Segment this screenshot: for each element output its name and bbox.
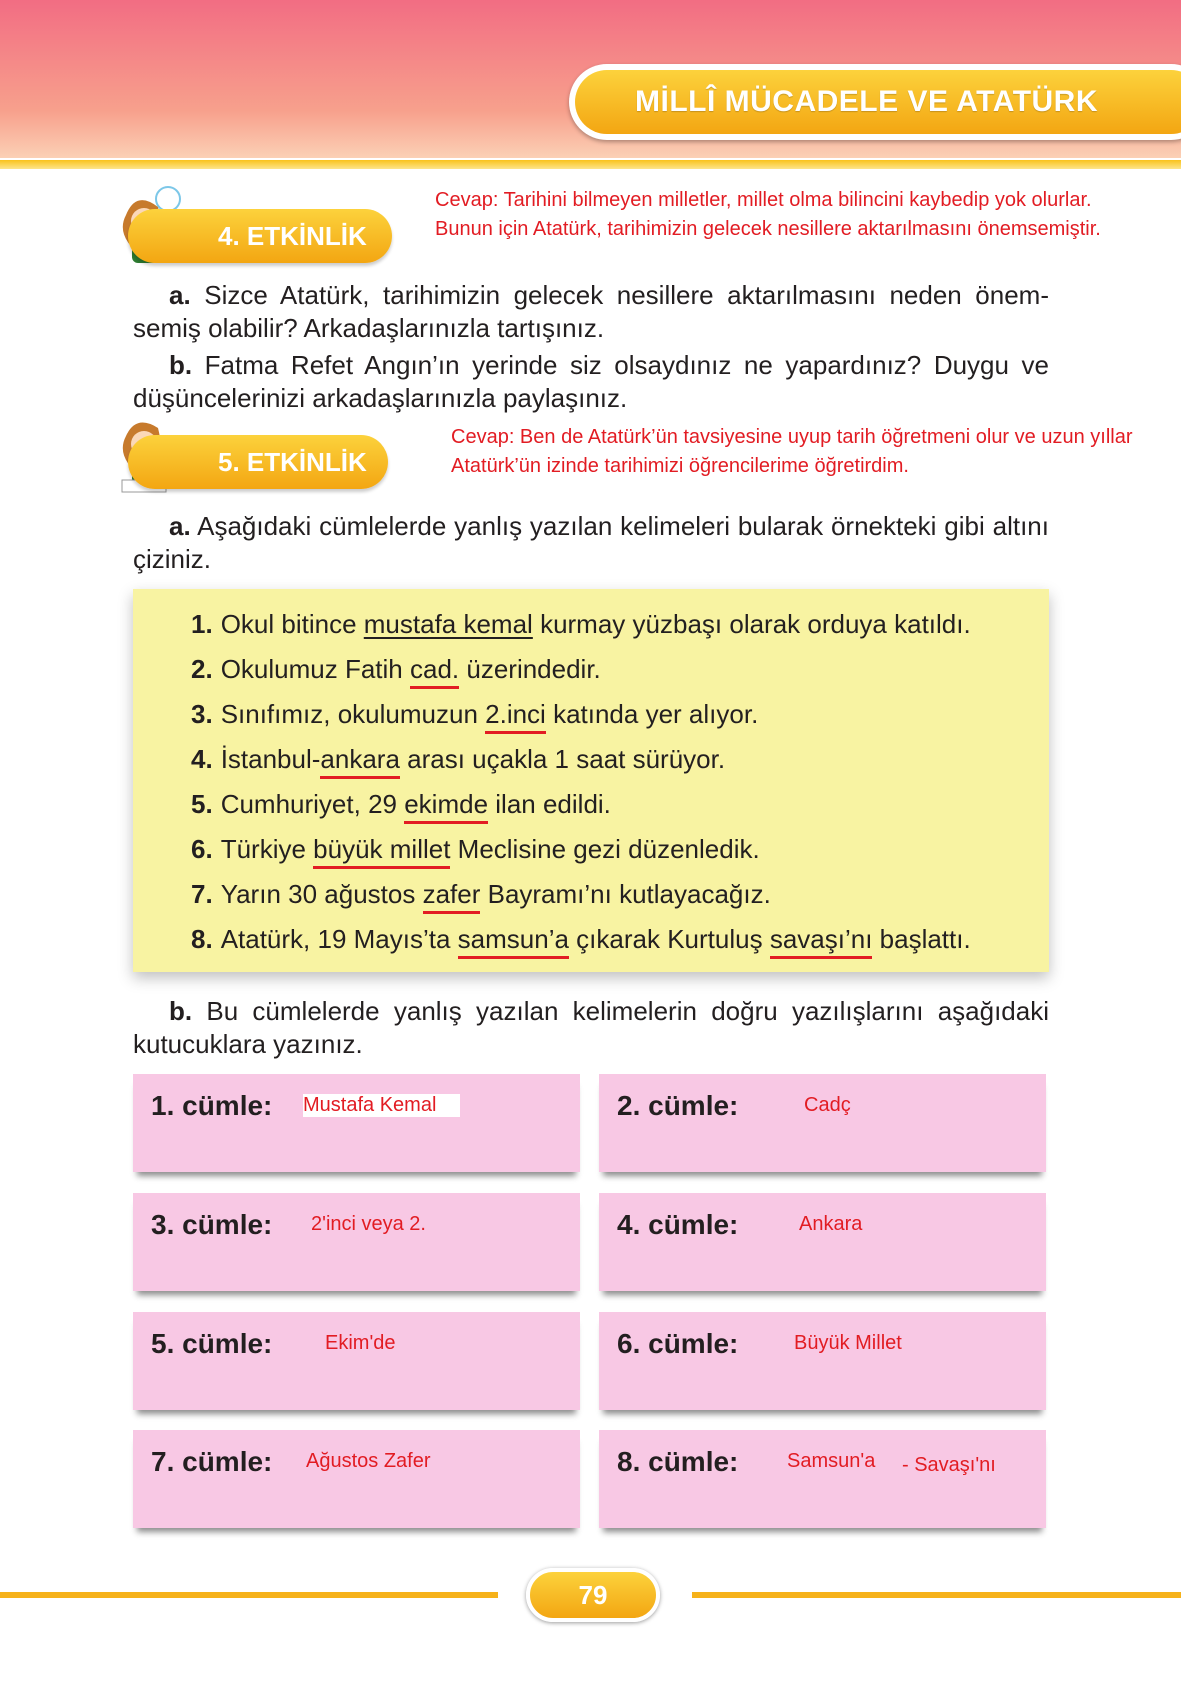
sentence-item	[191, 654, 601, 685]
unit-title: MİLLÎ MÜCADELE VE ATATÜRK	[575, 70, 1181, 134]
underlined-word: 2.inci	[485, 699, 546, 734]
question-b-text: Bu cümlelerde yanlış yazılan kelimelerin doğru yazılışlarını aşağıdaki kutucuklara yazınız.	[133, 996, 1049, 1059]
answer-box-6[interactable]	[599, 1312, 1046, 1410]
page-number: 79	[526, 1568, 660, 1622]
underlined-word: ekimde	[404, 789, 488, 824]
sentence-item	[191, 834, 760, 865]
sentence-text: katında yer alıyor.	[545, 699, 759, 729]
answer-text: Mustafa Kemal	[303, 1094, 460, 1117]
activity-5-question-b	[133, 995, 1049, 1061]
sentence-number: 7.	[191, 879, 213, 909]
sentence-text: Cumhuriyet, 29	[220, 789, 405, 819]
underlined-word: savaşı’nı	[770, 924, 873, 959]
question-a-text: Sizce Atatürk, tarihimizin gelecek nesillere aktarılmasını neden önem-semiş olabilir? Arkadaşlarınızla tartışınız.	[133, 280, 1049, 343]
question-b-text: Fatma Refet Angın’ın yerinde siz olsaydınız ne yapardınız? Duygu ve düşüncelerinizi arkadaşlarınızla paylaşınız.	[133, 350, 1049, 413]
answer-text: Cadç	[804, 1094, 851, 1116]
activity-5-badge: 5. ETKİNLİK	[128, 435, 388, 489]
label-a: a.	[169, 511, 191, 541]
answer-box-4[interactable]	[599, 1193, 1046, 1291]
underlined-word: ankara	[320, 744, 400, 779]
sentence-text: Okulumuz Fatih	[220, 654, 410, 684]
answer-box-label: 8. cümle:	[617, 1446, 739, 1477]
answer-box-label: 7. cümle:	[151, 1446, 273, 1477]
activity-5-question-a	[133, 510, 1049, 576]
sentence-text: başlattı.	[872, 924, 971, 954]
footer-line-right	[692, 1592, 1181, 1598]
question-a-text: Aşağıdaki cümlelerde yanlış yazılan kelimeleri bularak örnekteki gibi altını çiziniz.	[133, 511, 1049, 574]
activity-4-badge: 4. ETKİNLİK	[128, 209, 392, 263]
sentence-text: Yarın 30 ağustos	[220, 879, 423, 909]
label-a: a.	[169, 280, 191, 310]
answer-box-2[interactable]	[599, 1074, 1046, 1172]
sentence-item	[191, 789, 611, 820]
unit-title-badge	[569, 64, 1181, 140]
underlined-word: cad.	[410, 654, 459, 689]
sentence-item	[191, 924, 971, 955]
underlined-word: mustafa kemal	[363, 609, 533, 639]
answer-text: 2'inci veya 2.	[311, 1213, 426, 1235]
sentence-text: çıkarak Kurtuluş	[568, 924, 770, 954]
activity-4-answer: Cevap: Tarihini bilmeyen milletler, millet olma bilincini kaybedip yok olurlar. Bunun için Atatürk, tarihimizin gelecek nesillere aktarılmasını önemsemiştir.	[435, 189, 1101, 240]
sentence-text: Meclisine gezi düzenledik.	[450, 834, 760, 864]
underlined-word: büyük millet	[313, 834, 450, 869]
sentence-text: Türkiye	[220, 834, 314, 864]
sentence-number: 1.	[191, 609, 213, 639]
answer-text: Samsun'a	[787, 1450, 876, 1472]
sentence-text: ilan edildi.	[488, 789, 611, 819]
underlined-word: zafer	[423, 879, 481, 914]
sentence-text: Atatürk, 19 Mayıs’ta	[220, 924, 458, 954]
activity-4-question-b	[133, 349, 1049, 415]
answer-box-label: 5. cümle:	[151, 1328, 273, 1359]
answer-text: Büyük Millet	[794, 1332, 902, 1354]
sentence-text: üzerindedir.	[459, 654, 601, 684]
sentence-number: 2.	[191, 654, 213, 684]
sentence-number: 3.	[191, 699, 213, 729]
answer-text: Ağustos Zafer	[306, 1450, 431, 1472]
answer-box-1[interactable]	[133, 1074, 580, 1172]
sentence-number: 4.	[191, 744, 213, 774]
underlined-word: samsun’a	[458, 924, 569, 959]
answer-box-7[interactable]	[133, 1430, 580, 1528]
sentence-text: Sınıfımız, okulumuzun	[220, 699, 486, 729]
sentence-number: 6.	[191, 834, 213, 864]
footer-line-left	[0, 1592, 498, 1598]
sentence-item	[191, 609, 971, 640]
answer-box-label: 6. cümle:	[617, 1328, 739, 1359]
sentence-item	[191, 744, 725, 775]
sentence-item	[191, 879, 771, 910]
sentence-item	[191, 699, 758, 730]
sentence-text: İstanbul-	[220, 744, 321, 774]
answer-box-8[interactable]	[599, 1430, 1046, 1528]
answer-text: Ankara	[799, 1213, 863, 1235]
answer-box-3[interactable]	[133, 1193, 580, 1291]
label-b: b.	[169, 996, 193, 1026]
sentence-text: Bayramı’nı kutlayacağız.	[480, 879, 771, 909]
activity-4-question-a	[133, 279, 1049, 345]
sentence-text: kurmay yüzbaşı olarak orduya katıldı.	[532, 609, 971, 639]
activity-5-answer: Cevap: Ben de Atatürk’ün tavsiyesine uyup tarih öğretmeni olur ve uzun yıllar Atatürk’ün izinde tarihimizi öğrencilerime öğretirdim.	[451, 426, 1133, 477]
answer-text: Ekim'de	[325, 1332, 396, 1354]
header-divider	[0, 160, 1181, 169]
sentence-number: 8.	[191, 924, 213, 954]
sentence-text: Okul bitince	[220, 609, 364, 639]
answer-box-label: 4. cümle:	[617, 1209, 739, 1240]
label-b: b.	[169, 350, 193, 380]
sentence-number: 5.	[191, 789, 213, 819]
answer-box-label: 3. cümle:	[151, 1209, 273, 1240]
answer-box-5[interactable]	[133, 1312, 580, 1410]
sentence-text: arası uçakla 1 saat sürüyor.	[399, 744, 726, 774]
answer-box-label: 1. cümle:	[151, 1090, 273, 1121]
answer-text-2: - Savaşı'nı	[902, 1454, 996, 1476]
sentences-box	[133, 589, 1049, 972]
answer-box-label: 2. cümle:	[617, 1090, 739, 1121]
